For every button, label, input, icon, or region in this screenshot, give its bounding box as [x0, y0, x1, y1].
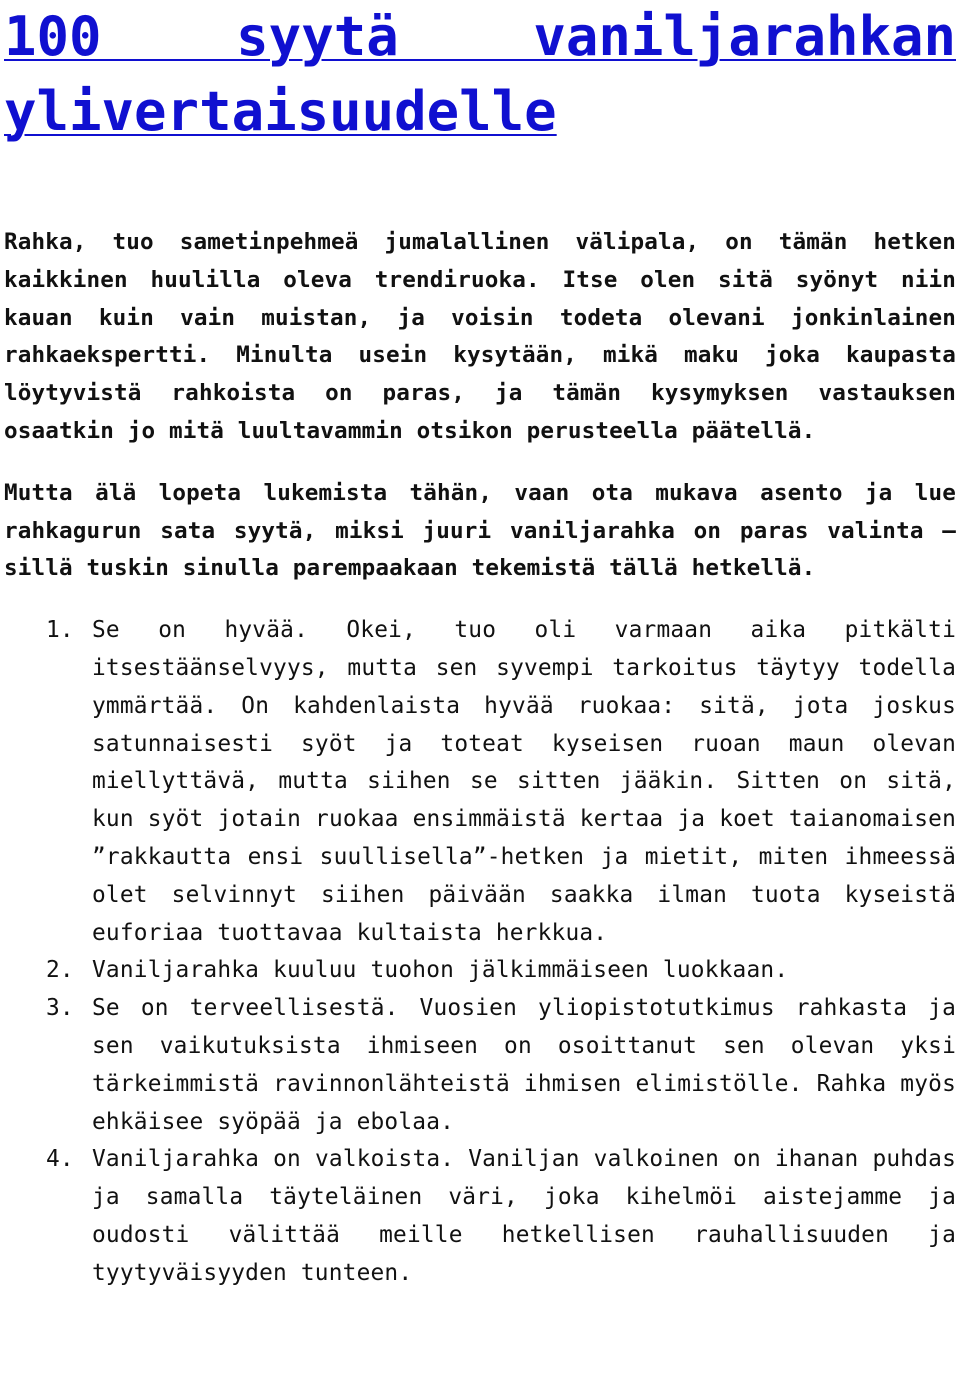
article-title — [4, 0, 956, 149]
list-item-text: Se on terveellisestä. Vuosien yliopistotutkimus rahkasta ja sen vaikutuksista ihmiseen on osoittanut sen olevan yksi tärkeimmistä ravinnonlähteistä ihmisen elimistölle. Rahka myös ehkäisee syöpää ja ebolaa. — [92, 995, 956, 1135]
list-item-number: 1. — [46, 617, 74, 644]
list-item-text: Vaniljarahka on valkoista. Vaniljan valkoinen on ihanan puhdas ja samalla täyteläinen väri, joka kihelmöi aistejamme ja oudosti välittää meille hetkellisen rauhallisuuden ja tyytyväisyyden tunteen. — [92, 1146, 956, 1286]
list-item — [46, 1141, 956, 1292]
intro-paragraph-2: Mutta älä lopeta lukemista tähän, vaan ota mukava asento ja lue rahkagurun sata syytä, miksi juuri vaniljarahka on paras valinta – sillä tuskin sinulla parempaakaan tekemistä tällä hetkellä. — [4, 479, 956, 582]
list-item-number: 2. — [46, 957, 74, 984]
article-title-link[interactable]: 100 syytä vaniljarahkan ylivertaisuudelle — [4, 5, 956, 143]
list-item-text: Vaniljarahka kuuluu tuohon jälkimmäiseen luokkaan. — [92, 957, 789, 984]
intro-paragraph-1: Rahka, tuo sametinpehmeä jumalallinen välipala, on tämän hetken kaikkinen huulilla oleva trendiruoka. Itse olen sitä syönyt niin kauan kuin vain muistan, ja voisin todeta olevani jonkinlainen rahkaekspertti. Minulta usein kysytään, mikä maku joka kaupasta löytyvistä rahkoista on paras, ja tämän kysymyksen vastauksen osaatkin jo mitä luultavammin otsikon perusteella päätellä. — [4, 229, 956, 445]
list-item — [46, 952, 956, 990]
list-item-number: 4. — [46, 1146, 74, 1173]
list-item — [46, 990, 956, 1141]
list-item-text: Se on hyvää. Okei, tuo oli varmaan aika pitkälti itsestäänselvyys, mutta sen syvempi tarkoitus täytyy todella ymmärtää. On kahdenlaista hyvää ruokaa: sitä, jota joskus satunnaisesti syöt ja toteat kyseisen ruoan maun olevan miellyttävä, mutta siihen se sitten jääkin. Sitten on sitä, kun syöt jotain ruokaa ensimmäistä kertaa ja koet taianomaisen ”rakkautta ensi suullisella”-hetken ja mietit, miten ihmeessä olet selvinnyt siihen päivään saakka ilman tuota kyseistä euforiaa tuottavaa kultaista herkkua. — [92, 617, 956, 946]
list-item-number: 3. — [46, 995, 74, 1022]
list-item — [46, 612, 956, 952]
reasons-list — [4, 612, 956, 1292]
